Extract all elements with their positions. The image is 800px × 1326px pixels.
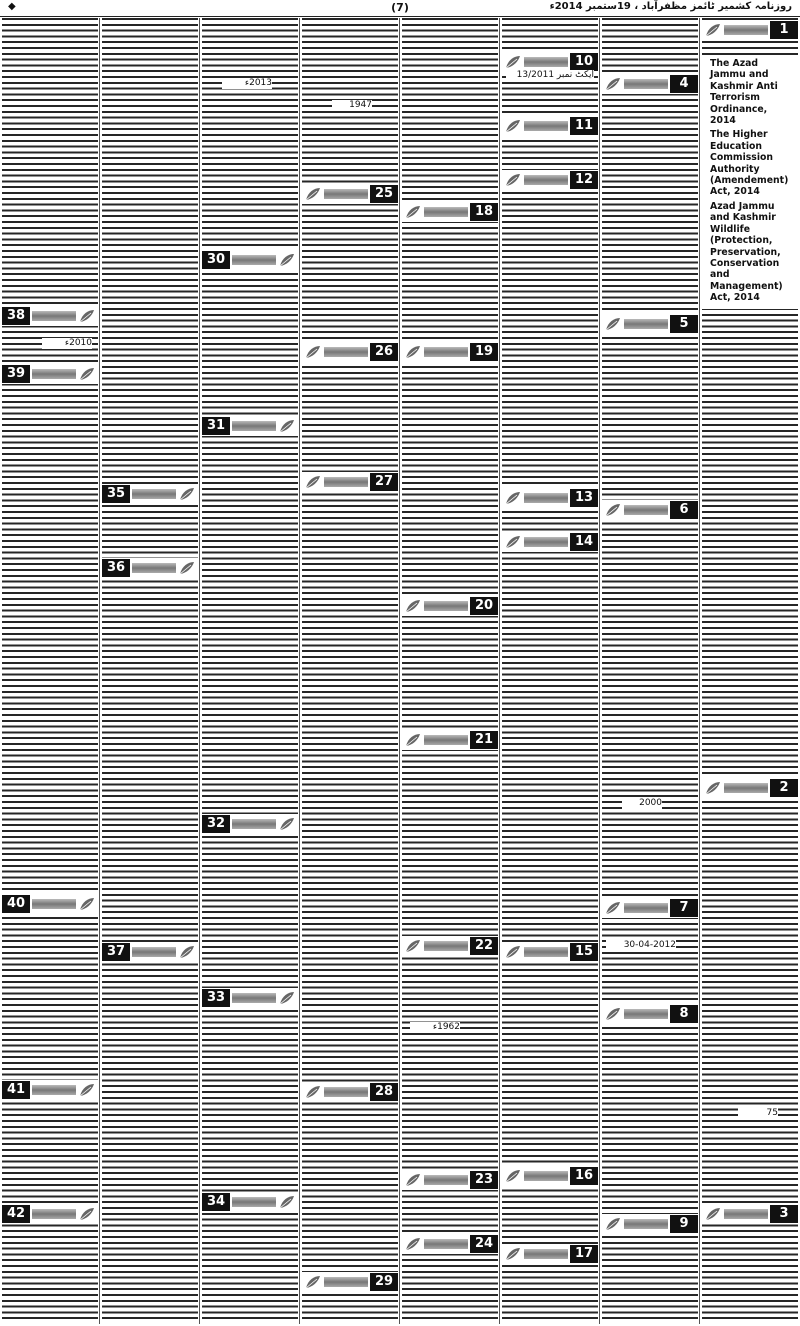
publication-date: 19ستمبر 2014ء [549,1,631,12]
heading-bar [624,1219,668,1229]
masthead [0,0,800,17]
section-number: 38 [2,307,30,325]
section-heading [2,306,98,326]
section-number: 41 [2,1081,30,1099]
section-heading [402,596,498,616]
leaf-icon [78,308,96,324]
heading-bar [324,1277,368,1287]
heading-bar [232,819,276,829]
section-heading [502,1244,598,1264]
heading-bar [724,1209,768,1219]
section-number: 31 [202,417,230,435]
inline-figure: 75 [738,1108,778,1119]
leaf-icon [78,1206,96,1222]
leaf-icon [604,900,622,916]
section-heading [502,116,598,136]
leaf-icon [504,944,522,960]
section-heading [102,484,198,504]
article-column [2,18,98,1322]
section-number: 32 [202,815,230,833]
heading-bar [424,735,468,745]
heading-bar [524,121,568,131]
leaf-icon [278,816,296,832]
leaf-icon [704,1206,722,1222]
leaf-icon [78,896,96,912]
section-heading [602,314,698,334]
leaf-icon [404,732,422,748]
section-number: 20 [470,597,498,615]
section-heading [2,1080,98,1100]
leaf-icon [78,366,96,382]
leaf-icon [504,490,522,506]
section-heading [302,184,398,204]
leaf-icon [178,944,196,960]
section-number: 12 [570,171,598,189]
leaf-icon [404,1172,422,1188]
inline-figure: 1962ء [410,1022,460,1033]
inline-figure: ایکٹ نمبر 13/2011 [506,70,594,81]
section-heading [102,942,198,962]
section-number: 37 [102,943,130,961]
section-number: 1 [770,21,798,39]
leaf-icon [504,172,522,188]
column-rule [99,18,100,1324]
heading-bar [32,1085,76,1095]
heading-bar [524,1171,568,1181]
heading-bar [524,1249,568,1259]
section-number: 7 [670,899,698,917]
section-number: 22 [470,937,498,955]
leaf-icon [604,502,622,518]
leaf-icon [604,76,622,92]
section-number: 36 [102,559,130,577]
section-number: 5 [670,315,698,333]
section-heading [502,532,598,552]
article-column [102,18,198,1322]
section-heading [302,1082,398,1102]
section-number: 11 [570,117,598,135]
section-number: 17 [570,1245,598,1263]
section-number: 15 [570,943,598,961]
heading-bar [524,493,568,503]
article-column [702,18,798,1322]
heading-bar [724,783,768,793]
section-heading [602,500,698,520]
heading-bar [132,489,176,499]
section-heading [602,74,698,94]
heading-bar [324,189,368,199]
section-number: 35 [102,485,130,503]
article-column [602,18,698,1322]
inline-figure: 2000 [622,798,662,809]
heading-bar [324,347,368,357]
section-heading [202,250,298,270]
section-heading [102,558,198,578]
leaf-icon [404,598,422,614]
heading-bar [232,993,276,1003]
section-number: 16 [570,1167,598,1185]
section-heading [602,1214,698,1234]
section-heading [402,342,498,362]
section-number: 14 [570,533,598,551]
section-number: 4 [670,75,698,93]
section-heading [302,1272,398,1292]
leaf-icon [404,344,422,360]
section-heading [2,364,98,384]
leaf-icon [78,1082,96,1098]
section-number: 18 [470,203,498,221]
leaf-icon [304,186,322,202]
section-heading [302,472,398,492]
leaf-icon [278,990,296,1006]
heading-bar [132,563,176,573]
leaf-icon [304,474,322,490]
section-heading [602,898,698,918]
section-heading [502,1166,598,1186]
section-number: 30 [202,251,230,269]
law-title: Azad Jammu and Kashmir Wildlife (Protection, Preservation, Conservation and Management) Act, 2014 [710,200,783,304]
heading-bar [524,57,568,67]
inline-figure: 30-04-2012 [606,940,676,951]
section-number: 28 [370,1083,398,1101]
article-column [302,18,398,1322]
column-rule [499,18,500,1324]
leaf-icon [278,418,296,434]
section-number: 8 [670,1005,698,1023]
section-heading [702,778,798,798]
law-title: The Azad Jammu and Kashmir Anti Terrorism Ordinance, 2014 [710,58,778,127]
heading-bar [424,207,468,217]
heading-bar [624,79,668,89]
leaf-icon [704,22,722,38]
heading-bar [524,947,568,957]
section-number: 6 [670,501,698,519]
leaf-icon [304,344,322,360]
section-number: 42 [2,1205,30,1223]
section-heading [2,1204,98,1224]
heading-bar [424,347,468,357]
leaf-icon [504,54,522,70]
heading-bar [624,505,668,515]
leaf-icon [178,560,196,576]
heading-bar [624,1009,668,1019]
inline-figure: 2010ء [42,338,92,349]
heading-bar [624,903,668,913]
section-number: 33 [202,989,230,1007]
section-number: 19 [470,343,498,361]
section-number: 10 [570,53,598,71]
section-number: 29 [370,1273,398,1291]
leaf-icon [278,252,296,268]
heading-bar [32,899,76,909]
section-number: 39 [2,365,30,383]
leaf-icon [178,486,196,502]
section-number: 2 [770,779,798,797]
section-heading [2,894,98,914]
section-number: 24 [470,1235,498,1253]
section-heading [502,170,598,190]
heading-bar [232,255,276,265]
section-number: 9 [670,1215,698,1233]
masthead-title: روزنامہ کشمیر ٹائمز مظفرآباد ، 19ستمبر 2014ء [549,1,792,12]
leaf-icon [304,1274,322,1290]
leaf-icon [604,1006,622,1022]
section-heading [502,942,598,962]
heading-bar [424,941,468,951]
section-heading [502,488,598,508]
article-column [402,18,498,1322]
column-rule [599,18,600,1324]
inline-figure: 2013ء [222,78,272,89]
heading-bar [32,311,76,321]
publication-name: روزنامہ کشمیر ٹائمز مظفرآباد [641,1,792,12]
leaf-icon [278,1194,296,1210]
leaf-icon [404,938,422,954]
section-heading [702,20,798,40]
heading-bar [624,319,668,329]
heading-bar [32,1209,76,1219]
heading-bar [324,1087,368,1097]
heading-bar [524,175,568,185]
column-rule [699,18,700,1324]
heading-bar [424,601,468,611]
leaf-icon [504,118,522,134]
heading-bar [424,1239,468,1249]
heading-bar [524,537,568,547]
article-column [502,18,598,1322]
leaf-icon [704,780,722,796]
section-heading [302,342,398,362]
heading-bar [424,1175,468,1185]
section-heading [402,936,498,956]
leaf-icon [504,534,522,550]
section-number: 26 [370,343,398,361]
section-number: 23 [470,1171,498,1189]
page-number: (7) [391,1,409,14]
leaf-icon [504,1246,522,1262]
section-heading [602,1004,698,1024]
inline-figure: 1947 [332,100,372,111]
english-text-block [702,56,798,309]
column-rule [399,18,400,1324]
section-heading [502,52,598,72]
masthead-decoration: ◆ [8,1,16,12]
section-heading [702,1204,798,1224]
section-number: 27 [370,473,398,491]
section-heading [202,416,298,436]
section-number: 21 [470,731,498,749]
article-column [202,18,298,1322]
heading-bar [724,25,768,35]
column-rule [199,18,200,1324]
heading-bar [232,421,276,431]
section-number: 13 [570,489,598,507]
leaf-icon [404,204,422,220]
leaf-icon [604,1216,622,1232]
law-title: The Higher Education Commission Authority (Amendement) Act, 2014 [710,129,789,198]
heading-bar [132,947,176,957]
leaf-icon [604,316,622,332]
column-rule [299,18,300,1324]
section-number: 25 [370,185,398,203]
leaf-icon [404,1236,422,1252]
section-heading [202,988,298,1008]
section-heading [402,202,498,222]
heading-bar [324,477,368,487]
section-heading [202,1192,298,1212]
heading-bar [232,1197,276,1207]
section-heading [402,1234,498,1254]
section-number: 40 [2,895,30,913]
leaf-icon [504,1168,522,1184]
section-heading [202,814,298,834]
leaf-icon [304,1084,322,1100]
section-heading [402,730,498,750]
section-heading [402,1170,498,1190]
heading-bar [32,369,76,379]
section-number: 3 [770,1205,798,1223]
section-number: 34 [202,1193,230,1211]
